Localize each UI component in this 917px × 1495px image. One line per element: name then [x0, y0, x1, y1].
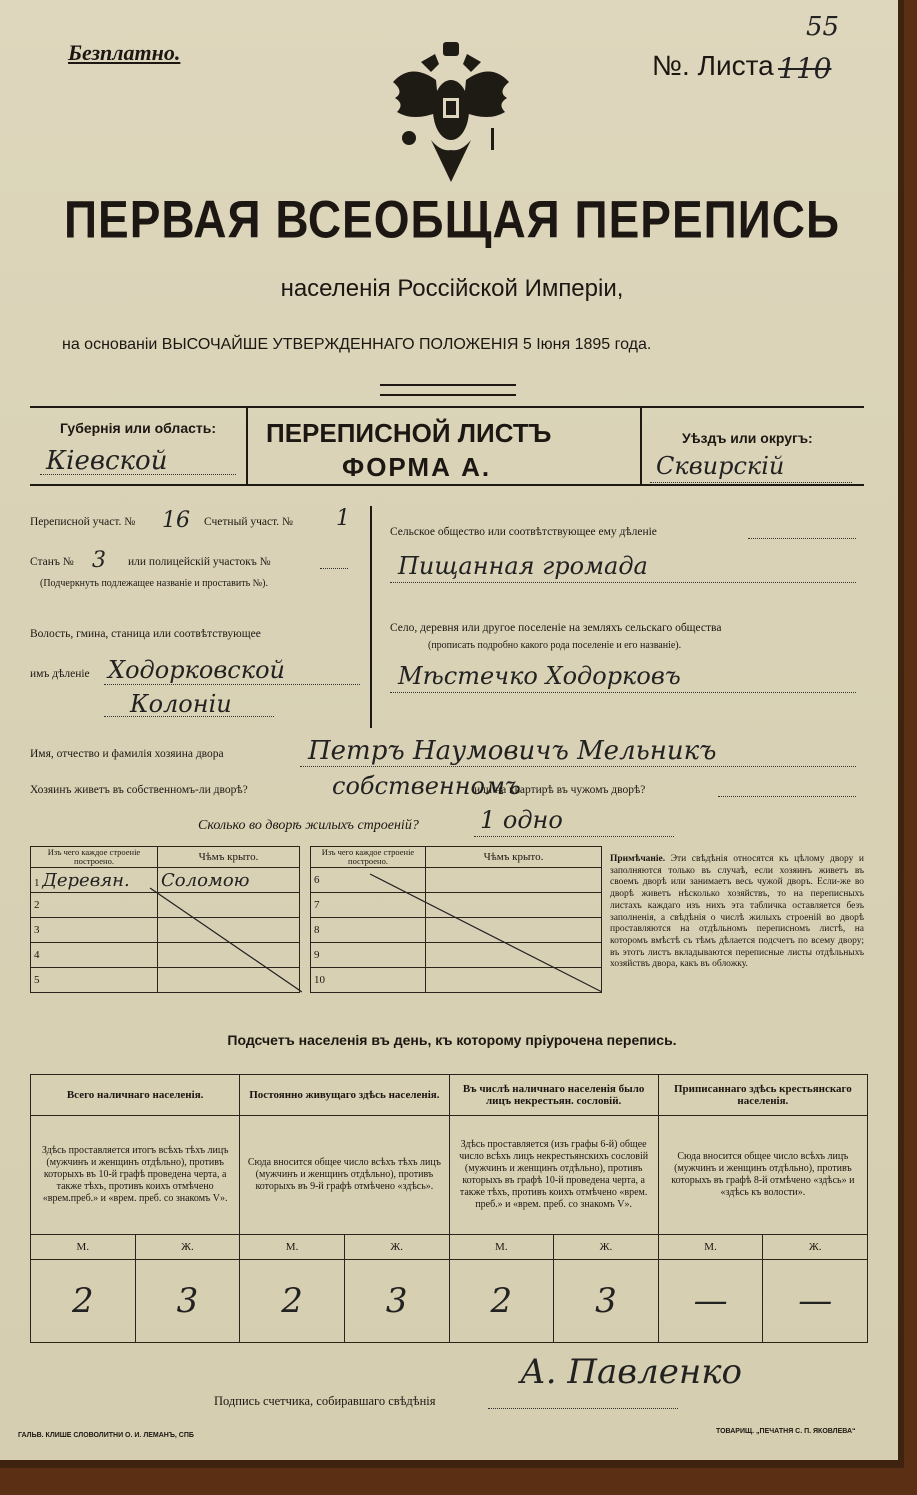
totals-col-3-title: Въ числѣ наличнаго населенія было лицъ некрестьян. сословій.: [449, 1075, 658, 1116]
buildings-count-label: Сколько во дворѣ жилыхъ строеній?: [198, 818, 419, 833]
gubernia-underline: [40, 474, 236, 475]
row-num: 6: [311, 868, 426, 893]
volost-label: Волость, гмина, станица или соотвѣтствующее: [30, 628, 261, 640]
buildings-count-value: 1 одно: [480, 806, 563, 834]
village-label: Село, деревня или другое поселеніе на земляхъ сельскаго общества: [390, 622, 722, 634]
census-basis: на основаніи ВЫСОЧАЙШЕ УТВЕРЖДЕННАГО ПОЛОЖЕНІЯ 5 Іюня 1895 года.: [62, 336, 652, 353]
buildings-right-strike: [310, 868, 602, 994]
society-underline-b: [390, 582, 856, 583]
m-header: М.: [240, 1235, 345, 1260]
f-header: Ж.: [763, 1235, 868, 1260]
schetny-value: 1: [336, 506, 350, 531]
row-num: 9: [311, 943, 426, 968]
ornament-divider: [380, 384, 516, 396]
volost-underline: [104, 684, 360, 685]
sheet-number-struck: 110: [778, 52, 832, 85]
row-num: 2: [31, 893, 158, 918]
totals-col-4-desc: Сюда вносится общее число всѣхъ лицъ (мужчинъ и женщинъ отдѣльно), противъ которыхъ въ графѣ 8-й отмѣчено «здѣсь» и «здѣсь къ волости».: [658, 1116, 867, 1235]
uezd-label: Уѣздъ или округъ:: [682, 430, 813, 446]
non-peasant-female: 3: [554, 1260, 659, 1343]
permanent-male: 2: [240, 1260, 345, 1343]
row-num: 3: [31, 918, 158, 943]
totals-table: [30, 1074, 868, 1343]
m-header: М.: [658, 1235, 763, 1260]
volost-underline-2: [104, 716, 274, 717]
m-header: М.: [31, 1235, 136, 1260]
owner-lives-value: собственномъ: [332, 772, 521, 800]
total-present-female: 3: [135, 1260, 240, 1343]
f-header: Ж.: [344, 1235, 449, 1260]
total-present-male: 2: [31, 1260, 136, 1343]
row-num: 10: [311, 968, 426, 993]
sheet-number: 55: [806, 12, 840, 42]
rule-header-bottom: [30, 484, 864, 486]
sheet-label: №. Листа: [652, 50, 774, 81]
signature-label: Подпись счетчика, собиравшаго свѣдѣнія: [214, 1394, 436, 1408]
m-header: М.: [449, 1235, 554, 1260]
volost-value: Ходорковской: [108, 656, 285, 684]
signature-underline: [488, 1408, 678, 1409]
census-subtitle: населенія Россійской Имперіи,: [280, 275, 624, 302]
f-header: Ж.: [135, 1235, 240, 1260]
non-peasant-male: 2: [449, 1260, 554, 1343]
form-title: ПЕРЕПИСНОЙ ЛИСТЪ: [266, 418, 552, 448]
owner-name-value: Петръ Наумовичъ Мельникъ: [308, 736, 717, 766]
peasant-female: —: [763, 1260, 868, 1343]
form-subtitle: ФОРМА А.: [342, 452, 492, 482]
bld-col-material-2: Изъ чего каждое строеніе построено.: [311, 847, 426, 868]
footer-left: ГАЛЬВ. КЛИШЕ СЛОВОЛИТНИ О. И. ЛЕМАНЪ, СПБ: [18, 1432, 194, 1439]
volost-label-2: имъ дѣленіе: [30, 668, 90, 680]
uezd-underline: [650, 482, 852, 483]
row1-roof: Соломою: [158, 868, 300, 893]
owner-lives-underline: [718, 796, 856, 797]
totals-col-2-desc: Сюда вносится общее число всѣхъ тѣхъ лицъ (мужчинъ и женщинъ отдѣльно), противъ которыхъ въ 9-й графѣ отмѣчено «здѣсь».: [240, 1116, 449, 1235]
bld-col-roof-2: Чѣмъ крыто.: [426, 847, 602, 868]
totals-col-3-desc: Здѣсь проставляется (изъ графы 6-й) общее число всѣхъ лицъ некрестьянскихъ сословій (мужчинъ и женщинъ отдѣльно), противъ которыхъ въ графѣ 10-й проведена черта, а также тѣхъ, противъ коихъ отмѣчено «врем. преб.» и «врем. преб. со знакомъ V».: [449, 1116, 658, 1235]
society-label: Сельское общество или соотвѣтствующее ему дѣленіе: [390, 526, 657, 538]
row1-material: Деревян.: [42, 869, 130, 891]
note-text: [610, 854, 864, 971]
footer-right: ТОВАРИЩ. „ПЕЧАТНЯ С. П. ЯКОВЛЕВА“: [716, 1428, 856, 1435]
schetny-label: Счетный участ. №: [204, 516, 293, 528]
owner-lives-label: Хозяинъ живетъ въ собственномъ-ли дворѣ?: [30, 784, 248, 796]
uchastok-value: 16: [162, 508, 190, 533]
row-num: 5: [31, 968, 158, 993]
uchastok-label: Переписной участ. №: [30, 516, 136, 528]
village-underline: [390, 692, 856, 693]
society-underline-a: [748, 538, 856, 539]
row-num: 7: [311, 893, 426, 918]
bld-col-material: Изъ чего каждое строеніе построено.: [31, 847, 158, 868]
row-num: 1: [34, 876, 40, 889]
owner-name-label: Имя, отчество и фамилія хозяина двора: [30, 748, 224, 760]
uezd-value: Сквирскій: [656, 452, 785, 480]
gubernia-label: Губернія или область:: [60, 420, 217, 436]
owner-lives-label-2: или на квартирѣ въ чужомъ дворѣ?: [474, 784, 646, 796]
stan-label: Станъ №: [30, 556, 74, 568]
buildings-count-underline: [474, 836, 674, 837]
volost-value-2: Колоніи: [130, 690, 232, 718]
totals-col-2-title: Постоянно живущаго здѣсь населенія.: [240, 1075, 449, 1116]
totals-col-1-title: Всего наличнаго населенія.: [31, 1075, 240, 1116]
owner-name-underline: [300, 766, 856, 767]
permanent-female: 3: [344, 1260, 449, 1343]
police-label: или полицейскій участокъ №: [128, 556, 271, 568]
peasant-male: —: [658, 1260, 763, 1343]
totals-col-4-title: Приписаннаго здѣсь крестьянскаго населенія.: [658, 1075, 867, 1116]
society-value: Пищанная громада: [398, 552, 648, 580]
row-num: 4: [31, 943, 158, 968]
bld-col-roof: Чѣмъ крыто.: [158, 847, 300, 868]
stan-value: 3: [92, 548, 106, 573]
village-value: Мѣстечко Ходорковъ: [398, 662, 681, 690]
double-headed-eagle-icon: [391, 42, 511, 187]
buildings-left-strike: [30, 868, 302, 994]
totals-heading: Подсчетъ населенія въ день, къ которому пріурочена перепись.: [227, 1032, 677, 1048]
fields-divider: [370, 506, 372, 728]
row-num: 8: [311, 918, 426, 943]
note-body: Эти свѣдѣнія относятся къ цѣлому двору и заполняются только въ случаѣ, если хозяинъ живетъ въ своемъ дворѣ или занимаетъ весь чужой дворъ. Если-же во дворѣ живетъ нѣсколько хозяйствъ, то на переписныхъ листахъ каждаго изъ нихъ эта табличка оставляется безъ заполненія, а свѣдѣнія о числѣ жилыхъ строеній во дворѣ проставляются на отдѣльномъ переписномъ листѣ, на которомъ вмѣстѣ съ тѣмъ дѣлается подсчетъ по всему двору; въ этотъ листъ вкладываются переписные листы отдѣльныхъ хозяйствъ двора, какъ въ обложку.: [610, 854, 864, 970]
free-label: Безплатно.: [68, 40, 181, 65]
note-lead: Примѣчаніе.: [610, 854, 666, 864]
signature-value: А. Павленко: [520, 1352, 743, 1392]
police-underline: [320, 568, 348, 569]
stan-note: (Подчеркнуть подлежащее названіе и проставить №).: [40, 578, 268, 589]
totals-col-1-desc: Здѣсь проставляется итогъ всѣхъ тѣхъ лицъ (мужчинъ и женщинъ отдѣльно), противъ которыхъ въ 10-й графѣ проведена черта, а также тѣхъ, противъ коихъ отмѣчено «врем.преб.» и «врем. преб. со знакомъ V».: [31, 1116, 240, 1235]
f-header: Ж.: [554, 1235, 659, 1260]
village-note: (прописать подробно какого рода поселеніе и его названіе).: [428, 640, 682, 651]
census-title: ПЕРВАЯ ВСЕОБЩАЯ ПЕРЕПИСЬ: [63, 189, 841, 249]
gubernia-value: Кіевской: [46, 446, 168, 476]
